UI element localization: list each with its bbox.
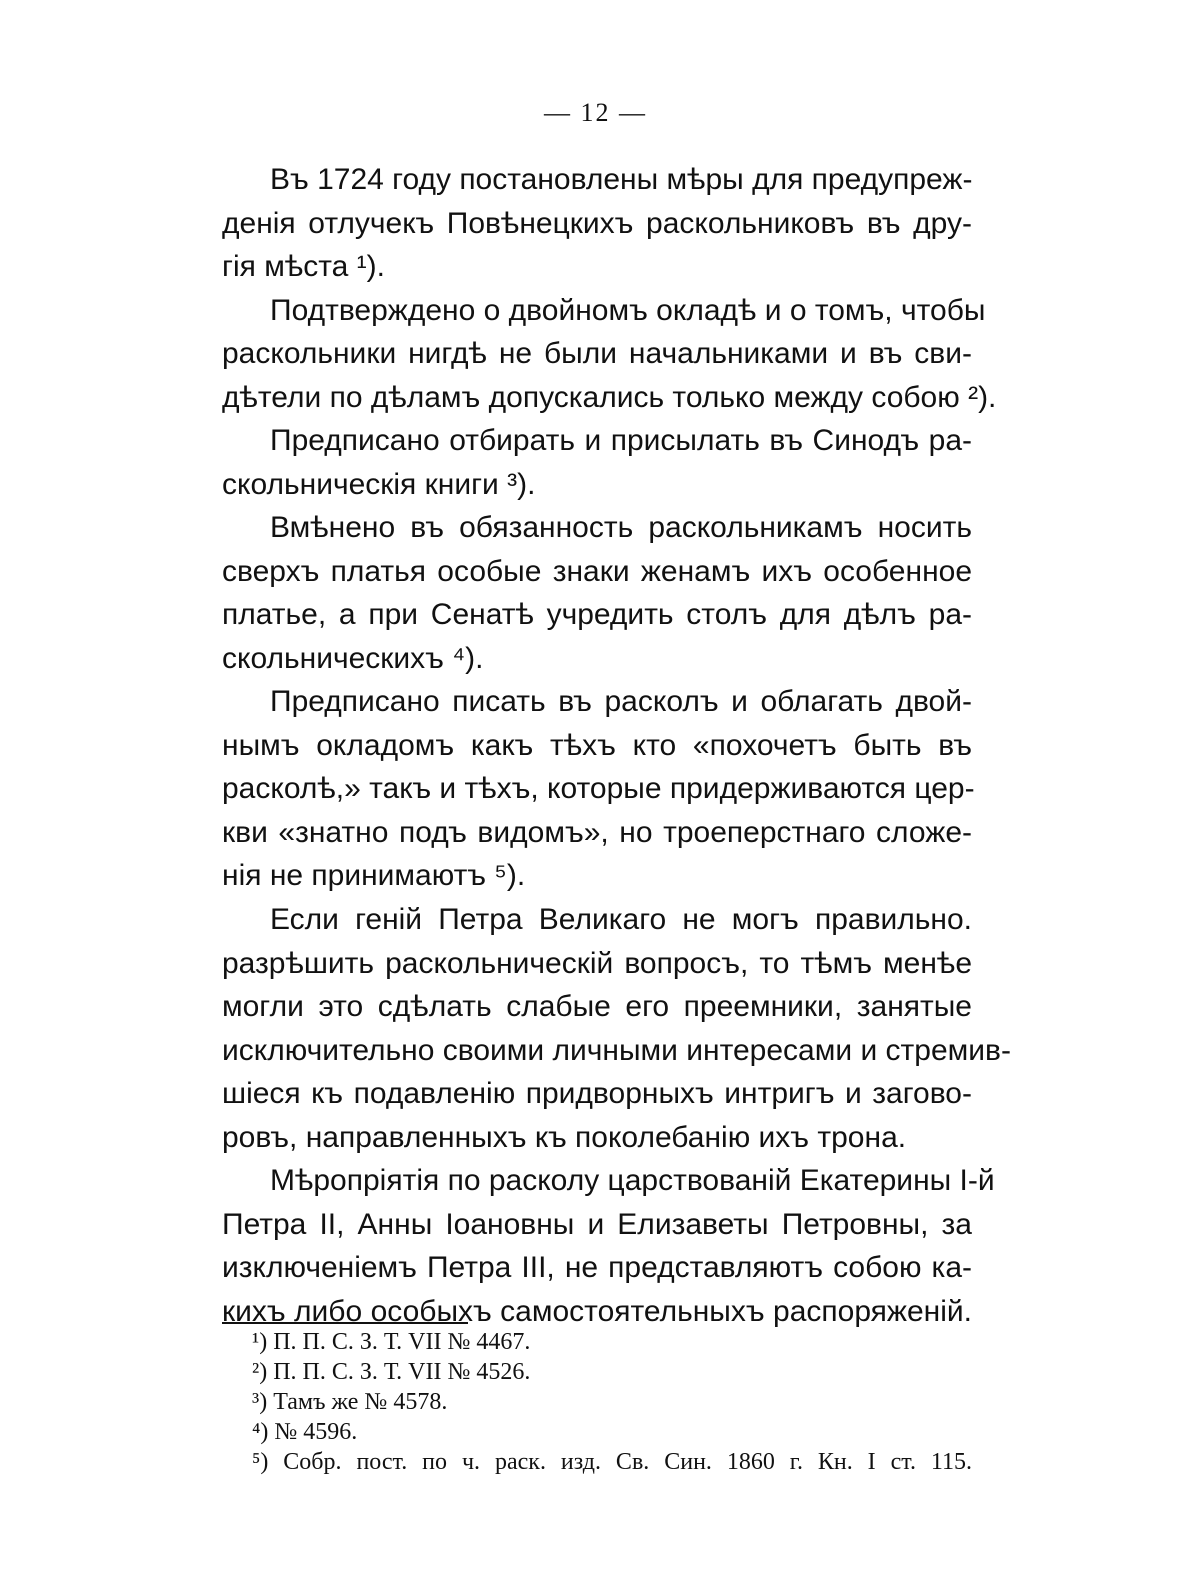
text-line: сверхъ платья особые знаки женамъ ихъ особенное <box>222 554 972 588</box>
footnote: ²) П. П. С. З. Т. VII № 4526. <box>252 1359 531 1385</box>
text-line: нымъ окладомъ какъ тѣхъ кто «похочетъ быть въ <box>222 728 972 762</box>
text-line: ровъ, направленныхъ къ поколебанію ихъ трона. <box>222 1120 907 1154</box>
footnote: ³) Тамъ же № 4578. <box>252 1389 448 1415</box>
text-line: скольническихъ ⁴). <box>222 641 484 675</box>
main-text-section-2 <box>222 898 1011 1333</box>
paragraph <box>222 680 975 898</box>
text-line: изключеніемъ Петра III, не представляютъ собою ка- <box>222 1251 972 1284</box>
text-line: раскольники нигдѣ не были начальниками и въ сви- <box>222 337 972 370</box>
text-line: Вмѣнено въ обязанность раскольникамъ носить <box>270 511 972 544</box>
text-line: гія мѣста ¹). <box>222 250 385 283</box>
main-text-section-1 <box>222 158 997 898</box>
text-line: дѣтели по дѣламъ допускались только между собою ²). <box>222 380 997 414</box>
text-line: Подтверждено о двойномъ окладѣ и о томъ, чтобы <box>270 293 986 327</box>
footnote: ⁴) № 4596. <box>252 1419 358 1445</box>
text-line: Въ 1724 году постановлены мѣры для предупреж- <box>270 163 973 196</box>
text-line: разрѣшить раскольническій вопросъ, то тѣмъ менѣе <box>222 946 972 980</box>
footnote: ¹) П. П. С. З. Т. VII № 4467. <box>252 1329 531 1355</box>
paragraph <box>222 419 972 506</box>
text-line: скольническія книги ³). <box>222 467 536 501</box>
text-line: кихъ либо особыхъ самостоятельныхъ распоряженій. <box>222 1294 972 1328</box>
paragraph <box>222 158 972 289</box>
paragraph <box>222 506 972 680</box>
text-line: Предписано отбирать и присылать въ Синодъ ра- <box>270 424 972 457</box>
text-line: Предписано писать въ расколъ и облагать двой- <box>270 685 972 718</box>
page-number: — 12 — <box>544 98 647 127</box>
footnotes <box>252 1327 972 1477</box>
text-line: Петра II, Анны Іоановны и Елизаветы Петровны, за <box>222 1207 972 1241</box>
text-line: шіеся къ подавленію придворныхъ интригъ и загово- <box>222 1077 972 1110</box>
footnote: ⁵) Собр. пост. по ч. раск. изд. Св. Син. 1860 г. Кн. I ст. 115. <box>252 1449 972 1475</box>
paragraph <box>222 1159 995 1333</box>
text-line: исключительно своими личными интересами и стремив- <box>222 1033 1011 1067</box>
paragraph <box>222 898 1011 1159</box>
paragraph <box>222 289 997 420</box>
text-line: кви «знатно подъ видомъ», но троеперстнаго сложе- <box>222 815 972 849</box>
text-line: Мѣропріятія по расколу царствованій Екатерины I-й <box>270 1164 995 1197</box>
text-line: платье, а при Сенатѣ учредить столъ для дѣлъ ра- <box>222 598 972 631</box>
footnote-divider <box>222 1322 468 1324</box>
text-line: Если геній Петра Великаго не могъ правильно. <box>270 903 972 936</box>
text-line: могли это сдѣлать слабые его преемники, занятые <box>222 990 972 1023</box>
text-line: денія отлучекъ Повѣнецкихъ раскольниковъ въ дру- <box>222 206 972 240</box>
text-line: расколѣ,» такъ и тѣхъ, которые придерживаются цер- <box>222 772 975 805</box>
text-line: нія не принимаютъ ⁵). <box>222 859 526 892</box>
